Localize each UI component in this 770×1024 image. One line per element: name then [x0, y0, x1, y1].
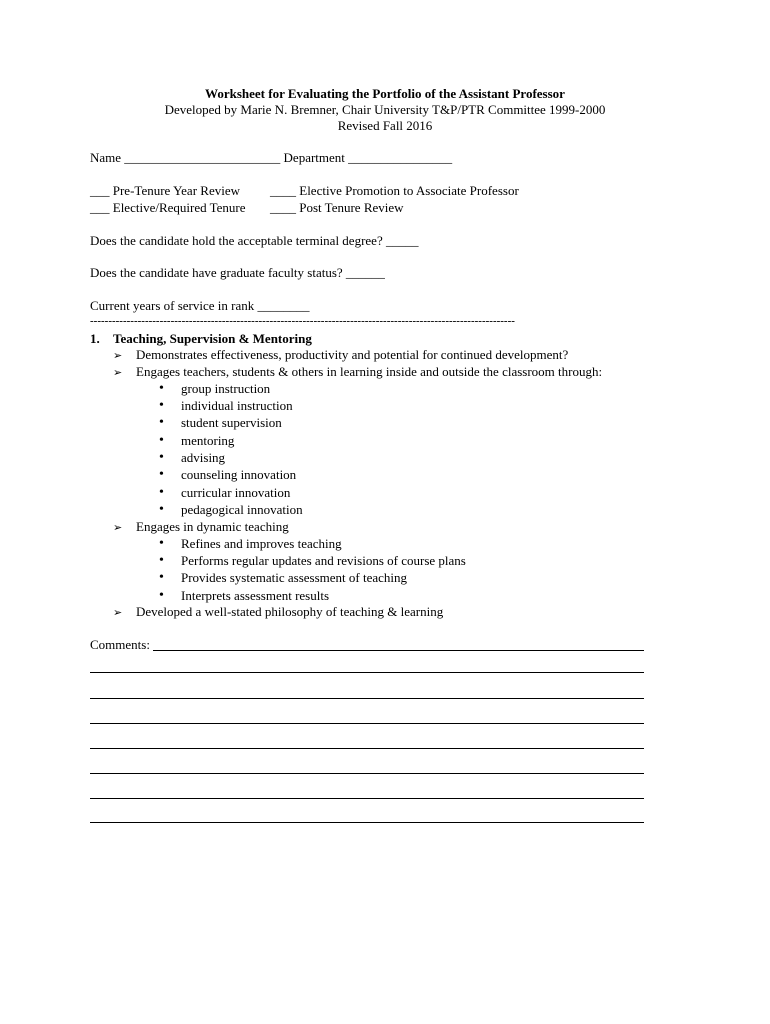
bullet-icon: •	[159, 381, 164, 396]
elective-required-tenure-option[interactable]: ___ Elective/Required Tenure	[90, 200, 246, 215]
comments-line[interactable]	[90, 798, 644, 799]
bullet-icon: •	[159, 450, 164, 465]
criterion-item: Demonstrates effectiveness, productivity and potential for continued development?	[136, 347, 569, 362]
sub-criterion-item: pedagogical innovation	[181, 502, 303, 517]
bullet-icon: •	[159, 570, 164, 585]
arrow-bullet-icon: ➢	[113, 366, 123, 379]
post-tenure-option[interactable]: ____ Post Tenure Review	[270, 200, 404, 215]
comments-line[interactable]	[90, 672, 644, 673]
criterion-item: Developed a well-stated philosophy of teaching & learning	[136, 604, 444, 619]
section-number: 1.	[90, 331, 100, 346]
bullet-icon: •	[159, 588, 164, 603]
pretenure-option[interactable]: ___ Pre-Tenure Year Review	[90, 183, 240, 198]
criterion-item: Engages teachers, students & others in learning inside and outside the classroom through:	[136, 364, 603, 379]
comments-label: Comments:	[90, 637, 150, 652]
bullet-icon: •	[159, 415, 164, 430]
comments-line[interactable]	[90, 822, 644, 823]
name-department-field[interactable]: Name ________________________ Department ________________	[90, 150, 453, 165]
sub-criterion-item: individual instruction	[181, 398, 293, 413]
sub-criterion-item: advising	[181, 450, 226, 465]
section-heading: Teaching, Supervision & Mentoring	[113, 331, 312, 346]
comments-line[interactable]	[90, 748, 644, 749]
arrow-bullet-icon: ➢	[113, 349, 123, 362]
bullet-icon: •	[159, 536, 164, 551]
sub-criterion-item: Refines and improves teaching	[181, 536, 342, 551]
comments-line[interactable]	[90, 698, 644, 699]
bullet-icon: •	[159, 467, 164, 482]
years-service-field[interactable]: Current years of service in rank ________	[90, 298, 310, 313]
sub-criterion-item: student supervision	[181, 415, 282, 430]
arrow-bullet-icon: ➢	[113, 606, 123, 619]
document-title: Worksheet for Evaluating the Portfolio of the Assistant Professor	[205, 86, 565, 101]
bullet-icon: •	[159, 553, 164, 568]
document-subtitle: Developed by Marie N. Bremner, Chair University T&P/PTR Committee 1999-2000	[164, 102, 606, 117]
bullet-icon: •	[159, 433, 164, 448]
sub-criterion-item: Provides systematic assessment of teaching	[181, 570, 408, 585]
sub-criterion-item: curricular innovation	[181, 485, 291, 500]
comments-line[interactable]	[153, 650, 644, 651]
sub-criterion-item: Performs regular updates and revisions of course plans	[181, 553, 466, 568]
sub-criterion-item: mentoring	[181, 433, 235, 448]
criterion-item: Engages in dynamic teaching	[136, 519, 289, 534]
arrow-bullet-icon: ➢	[113, 521, 123, 534]
separator-line: --------------------------------------------------------------------------------------------------------------------	[90, 315, 515, 327]
revised-date: Revised Fall 2016	[337, 118, 433, 133]
comments-line[interactable]	[90, 773, 644, 774]
elective-promotion-option[interactable]: ____ Elective Promotion to Associate Professor	[270, 183, 519, 198]
sub-criterion-item: counseling innovation	[181, 467, 297, 482]
comments-line[interactable]	[90, 723, 644, 724]
bullet-icon: •	[159, 502, 164, 517]
graduate-faculty-question[interactable]: Does the candidate have graduate faculty status? ______	[90, 265, 385, 280]
bullet-icon: •	[159, 398, 164, 413]
bullet-icon: •	[159, 485, 164, 500]
sub-criterion-item: group instruction	[181, 381, 271, 396]
sub-criterion-item: Interprets assessment results	[181, 588, 330, 603]
terminal-degree-question[interactable]: Does the candidate hold the acceptable terminal degree? _____	[90, 233, 419, 248]
